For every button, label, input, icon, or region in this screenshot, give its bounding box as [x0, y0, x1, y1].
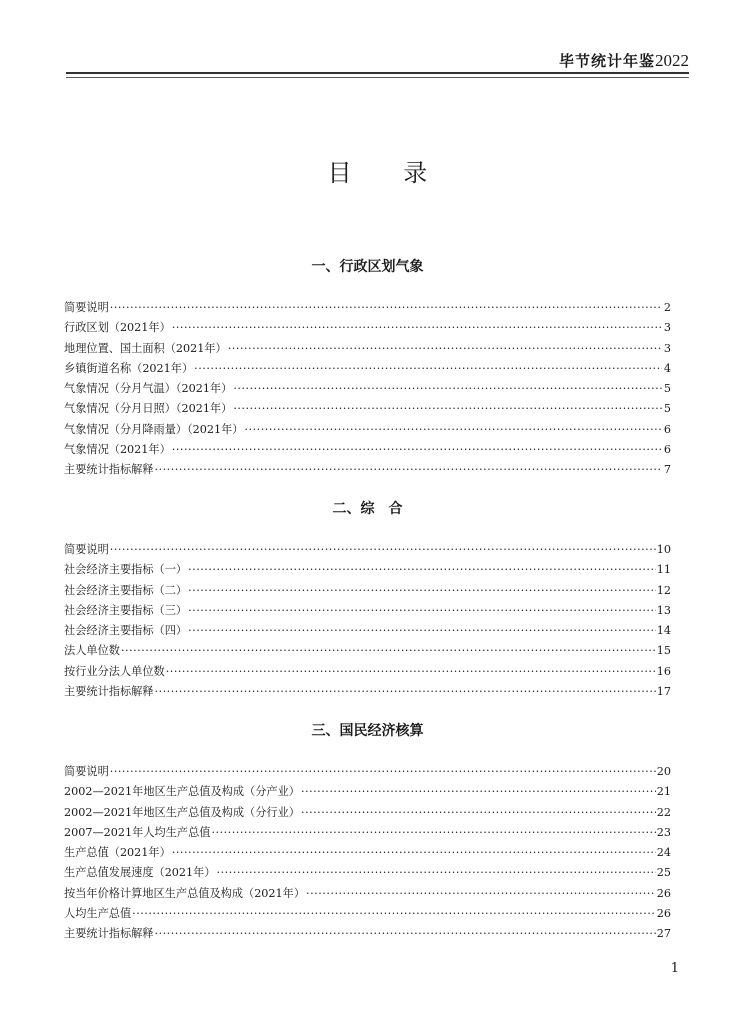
toc-entry[interactable]: [64, 843, 671, 863]
entry-label: 社会经济主要指标（三）: [64, 603, 188, 617]
leader-dots: [211, 823, 655, 843]
entry-page: 3: [663, 341, 671, 355]
entry-label: 气象情况（分月日照）（2021年）: [64, 402, 233, 416]
entry-label: 人均生产总值: [64, 907, 132, 921]
leader-dots: [121, 641, 656, 661]
entry-label: 简要说明: [64, 301, 109, 314]
entry-label: 社会经济主要指标（一）: [64, 563, 188, 577]
toc-entry[interactable]: [64, 762, 671, 782]
toc-entry[interactable]: [64, 682, 671, 702]
entry-page: 3: [663, 321, 671, 335]
section-heading: 三、国民经济核算: [311, 723, 424, 739]
entry-page: 7: [663, 463, 671, 477]
entry-label: 生产总值发展速度（2021年）: [64, 866, 216, 880]
entry-label: 按当年价格计算地区生产总值及构成（2021年）: [64, 886, 306, 900]
toc-entry[interactable]: [64, 560, 671, 580]
leader-dots: [194, 359, 662, 379]
entry-page: 6: [663, 422, 671, 436]
entry-page: 12: [656, 583, 671, 597]
entry-label: 主要统计指标解释: [64, 463, 154, 477]
leader-dots: [228, 339, 662, 359]
toc-entry[interactable]: [64, 662, 671, 682]
header-rule-thick: [66, 72, 689, 74]
entry-page: 26: [656, 907, 671, 921]
leader-dots: [132, 904, 656, 924]
toc-entry[interactable]: [64, 540, 671, 560]
leader-dots: [188, 560, 656, 580]
section-heading: 二、综 合: [332, 501, 403, 517]
entry-page: 26: [656, 886, 671, 900]
toc-section-3: [64, 720, 671, 945]
toc-entry[interactable]: [64, 379, 671, 399]
entry-label: 气象情况（分月降雨量）（2021年）: [64, 422, 244, 436]
entry-page: 2: [663, 301, 671, 314]
toc-entry[interactable]: [64, 641, 671, 661]
leader-dots: [155, 682, 656, 702]
page-title: 目 录: [327, 159, 450, 187]
entry-label: 社会经济主要指标（二）: [64, 583, 188, 597]
entry-page: 25: [656, 866, 671, 880]
leader-dots: [245, 420, 663, 440]
leader-dots: [155, 460, 662, 480]
leader-dots: [301, 782, 656, 802]
entry-page: 11: [656, 563, 671, 577]
leader-dots: [155, 924, 656, 944]
entry-page: 6: [663, 443, 671, 457]
entry-label: 主要统计指标解释: [64, 927, 154, 941]
running-header: [559, 50, 689, 71]
leader-dots: [172, 440, 662, 460]
entry-page: 5: [663, 402, 671, 416]
toc-entry[interactable]: [64, 803, 671, 823]
entry-page: 20: [656, 765, 671, 778]
entry-label: 社会经济主要指标（四）: [64, 624, 188, 638]
leader-dots: [110, 762, 656, 782]
page-number: 1: [670, 961, 679, 976]
toc-entry[interactable]: [64, 399, 671, 419]
toc-entry[interactable]: [64, 420, 671, 440]
toc-section-1: [64, 256, 671, 481]
entry-label: 简要说明: [64, 543, 109, 556]
entry-page: 23: [656, 825, 671, 839]
entry-label: 简要说明: [64, 765, 109, 778]
entry-page: 16: [656, 664, 671, 678]
entry-label: 2002—2021年地区生产总值及构成（分产业）: [64, 785, 300, 799]
leader-dots: [233, 399, 662, 419]
toc-entry[interactable]: [64, 782, 671, 802]
entry-label: 地理位置、国土面积（2021年）: [64, 341, 227, 355]
book-year: 2022: [655, 51, 689, 70]
toc-entry[interactable]: [64, 863, 671, 883]
leader-dots: [110, 540, 656, 560]
entry-label: 生产总值（2021年）: [64, 846, 171, 860]
entry-page: 4: [663, 361, 671, 375]
leader-dots: [166, 662, 656, 682]
entry-label: 按行业分法人单位数: [64, 664, 165, 678]
entry-page: 15: [656, 644, 671, 658]
entry-page: 21: [656, 785, 671, 799]
entry-page: 17: [656, 685, 671, 699]
leader-dots: [188, 601, 656, 621]
entry-label: 2007—2021年人均生产总值: [64, 825, 211, 839]
leader-dots: [110, 298, 662, 318]
leader-dots: [188, 621, 656, 641]
entry-page: 24: [656, 846, 671, 860]
leader-dots: [172, 318, 662, 338]
toc-entry[interactable]: [64, 621, 671, 641]
leader-dots: [301, 803, 656, 823]
toc-entry[interactable]: [64, 440, 671, 460]
section-heading: 一、行政区划气象: [311, 259, 424, 275]
entry-page: 10: [656, 543, 671, 556]
book-title: 毕节统计年鉴: [558, 52, 655, 70]
toc-entry[interactable]: [64, 339, 671, 359]
leader-dots: [172, 843, 656, 863]
toc-entry[interactable]: [64, 318, 671, 338]
entry-label: 乡镇街道名称（2021年）: [64, 361, 194, 375]
entry-label: 行政区划（2021年）: [64, 321, 171, 335]
toc-entry[interactable]: [64, 601, 671, 621]
toc-section-2: [64, 498, 671, 702]
entry-label: 2002—2021年地区生产总值及构成（分行业）: [64, 805, 300, 819]
toc-entry[interactable]: [64, 581, 671, 601]
entry-page: 14: [656, 624, 671, 638]
toc-entry[interactable]: [64, 924, 671, 944]
leader-dots: [233, 379, 662, 399]
entry-page: 27: [656, 927, 671, 941]
toc-entry[interactable]: [64, 884, 671, 904]
entry-label: 气象情况（2021年）: [64, 443, 171, 457]
leader-dots: [217, 863, 656, 883]
toc-entry[interactable]: [64, 298, 671, 318]
entry-page: 22: [656, 805, 671, 819]
toc-entry[interactable]: [64, 904, 671, 924]
toc-entry[interactable]: [64, 359, 671, 379]
entry-label: 主要统计指标解释: [64, 685, 154, 699]
entry-page: 13: [656, 603, 671, 617]
toc-entry[interactable]: [64, 823, 671, 843]
entry-label: 气象情况（分月气温）（2021年）: [64, 382, 233, 396]
toc-entry[interactable]: [64, 460, 671, 480]
entry-page: 5: [663, 382, 671, 396]
leader-dots: [306, 884, 656, 904]
leader-dots: [188, 581, 656, 601]
entry-label: 法人单位数: [64, 644, 120, 658]
header-rule-thin: [66, 77, 689, 78]
